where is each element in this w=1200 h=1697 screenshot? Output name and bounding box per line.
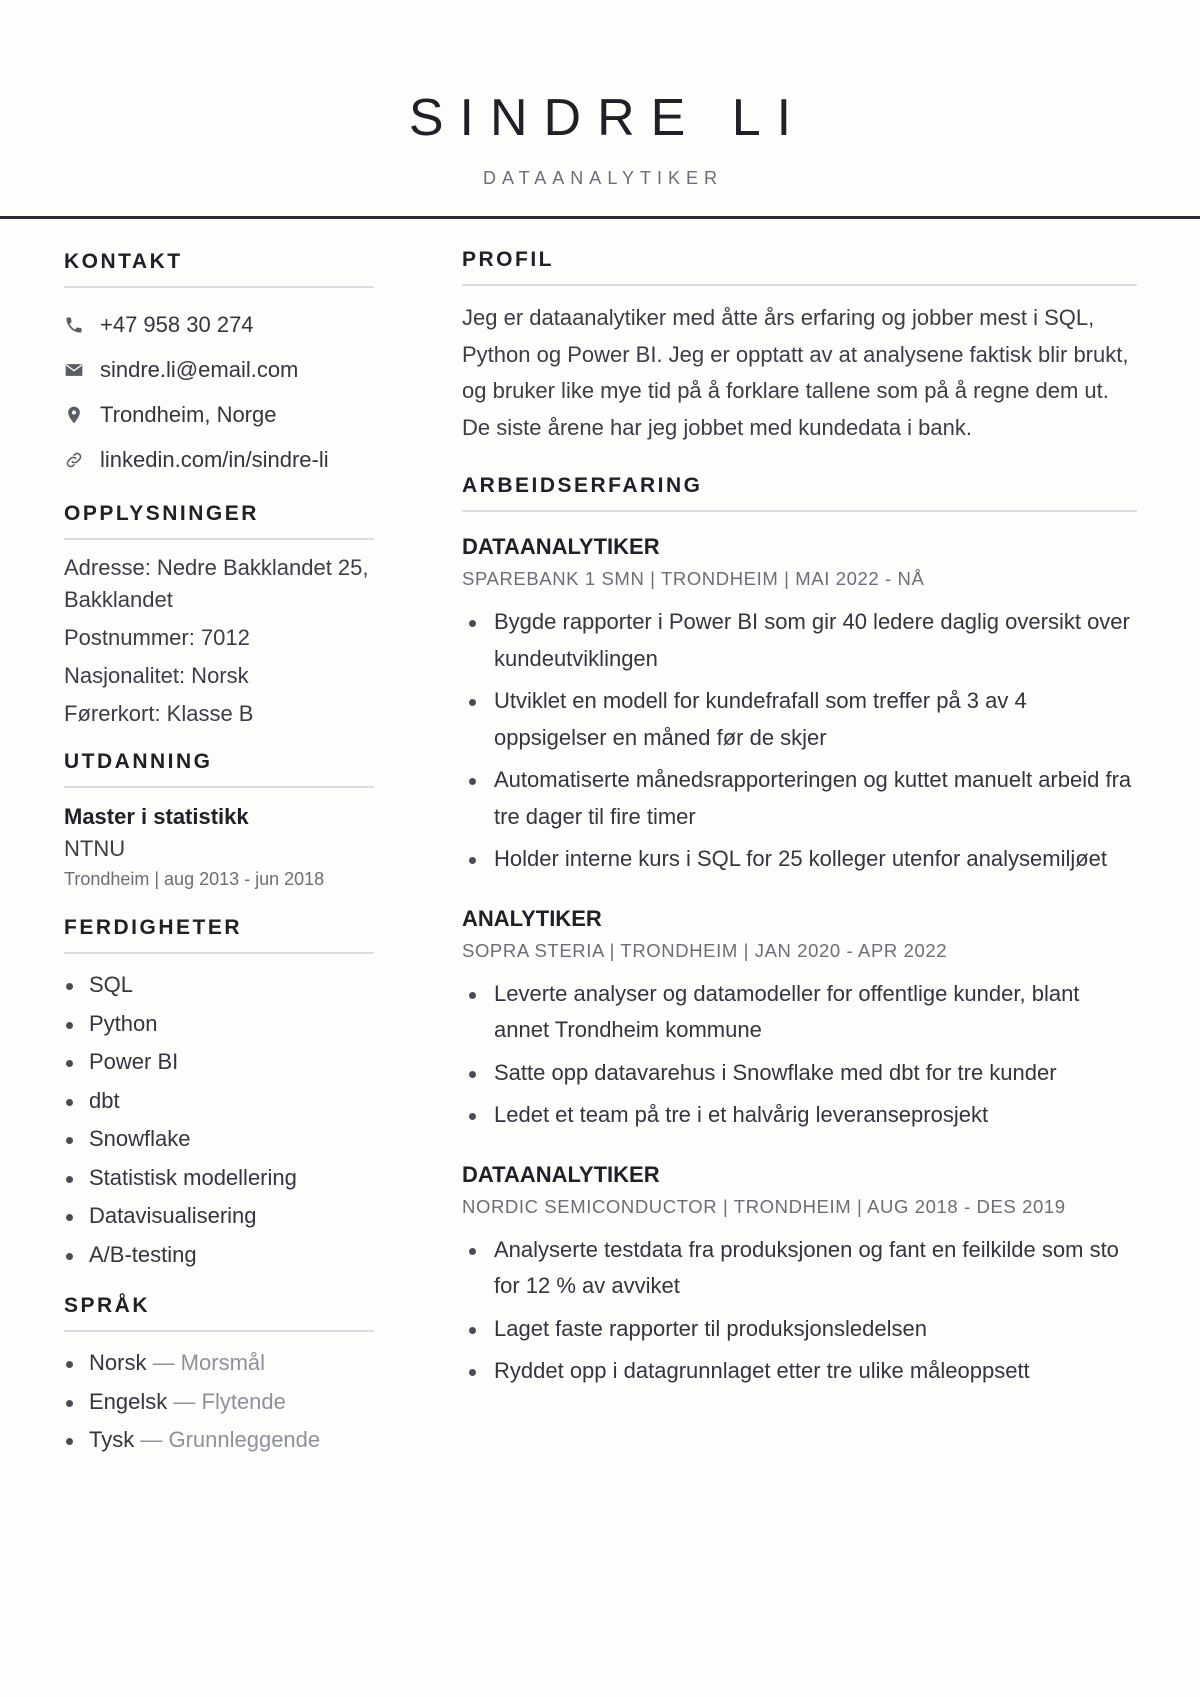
education-section [64,750,374,892]
phone-text: +47 958 30 274 [100,311,254,337]
job-bullet: Holder interne kurs i SQL for 25 kolleger utenfor analysemiljøet [462,841,1137,878]
contact-section [64,250,374,482]
job-bullet: Automatiserte månedsrapporteringen og kuttet manuelt arbeid fra tre dager til fire timer [462,762,1137,835]
language-level: — Flytende [167,1388,286,1414]
info-nationality: Nasjonalitet: Norsk [64,663,249,688]
location-pin-icon [64,405,100,425]
job-bullet: Satte opp datavarehus i Snowflake med dbt for tre kunder [462,1055,1137,1092]
info-license: Førerkort: Klasse B [64,701,254,726]
profile-section [462,248,1137,446]
job-entry-meta: SOPRA STERIA | TRONDHEIM | JAN 2020 - APR 2022 [462,939,948,961]
languages-heading: SPRÅK [64,1294,374,1332]
language-name: Tysk [89,1427,135,1452]
phone-icon [64,315,100,335]
skill-item: Python [64,1005,374,1044]
job-entry [462,532,1137,878]
experience-section [462,474,1137,1390]
linkedin-text: linkedin.com/in/sindre-li [100,446,329,472]
right-column [462,248,1137,1418]
job-bullet: Utviklet en modell for kundefrafall som treffer på 3 av 4 oppsigelser en måned før de skjer [462,683,1137,756]
language-name: Norsk [89,1350,147,1375]
job-title: DATAANALYTIKER [482,168,724,188]
info-postcode: Postnummer: 7012 [64,625,250,650]
skill-item: dbt [64,1082,374,1121]
contact-heading: KONTAKT [64,250,374,288]
link-icon [64,450,100,470]
profile-text: Jeg er dataanalytiker med åtte års erfaring og jobber mest i SQL, Python og Power BI. Jeg er opptatt av at analysene faktisk blir brukt, og bruker like mye tid på å forklare tallene som på å regne dem ut. De siste årene har jeg jobbet med kundedata i bank. [462,305,1129,440]
language-level: — Grunnleggende [134,1427,321,1452]
job-entry-title: DATAANALYTIKER [462,1161,660,1187]
job-entry-meta: NORDIC SEMICONDUCTOR | TRONDHEIM | AUG 2018 - DES 2019 [462,1195,1066,1217]
language-name: Engelsk [89,1388,168,1414]
info-address: Adresse: Nedre Bakklandet 25, Bakklandet [64,555,369,612]
info-heading: OPPLYSNINGER [64,502,374,540]
job-bullet: Bygde rapporter i Power BI som gir 40 ledere daglig oversikt over kundeutviklingen [462,604,1137,677]
education-heading: UTDANNING [64,750,374,788]
education-school: NTNU [64,836,126,861]
experience-heading: ARBEIDSERFARING [462,474,1137,512]
contact-email[interactable] [64,347,374,392]
contact-location [64,392,374,437]
email-icon [64,360,100,380]
job-entry-title: ANALYTIKER [462,905,602,931]
person-name: SINDRE LI [408,89,808,147]
email-text: sindre.li@email.com [100,356,299,382]
skill-item: A/B-testing [64,1236,374,1275]
education-degree: Master i statistikk [64,804,249,829]
job-entry-meta: SPAREBANK 1 SMN | TRONDHEIM | MAI 2022 - NÅ [462,568,925,589]
header-divider [0,216,1200,219]
contact-list [64,302,374,482]
info-section [64,502,374,730]
job-bullets [462,604,1137,878]
location-text: Trondheim, Norge [100,401,277,427]
language-item [64,1383,374,1422]
job-bullet: Ryddet opp i datagrunnlaget etter tre ulike måleoppsett [462,1353,1137,1390]
job-bullets [462,1232,1137,1390]
skill-item: Datavisualisering [64,1197,374,1236]
job-bullet: Laget faste rapporter til produksjonsledelsen [462,1311,1137,1348]
skills-section [64,916,374,1274]
resume-header [0,0,1200,218]
contact-linkedin[interactable] [64,437,374,482]
education-meta: Trondheim | aug 2013 - jun 2018 [64,869,325,889]
skill-item: Snowflake [64,1120,374,1159]
languages-list [64,1344,374,1460]
skill-item: Power BI [64,1043,374,1082]
language-level: — Morsmål [146,1350,266,1375]
languages-section [64,1294,374,1460]
job-entry [462,904,1137,1134]
skills-heading: FERDIGHETER [64,916,374,954]
left-column [64,250,374,1480]
profile-heading: PROFIL [462,248,1137,286]
job-entry-title: DATAANALYTIKER [462,534,660,559]
job-entry [462,1160,1137,1390]
job-bullets [462,976,1137,1134]
job-bullet: Analyserte testdata fra produksjonen og fant en feilkilde som sto for 12 % av avviket [462,1232,1137,1305]
skill-item: Statistisk modellering [64,1159,374,1198]
skills-list [64,966,374,1274]
language-item [64,1344,374,1383]
job-bullet: Leverte analyser og datamodeller for offentlige kunder, blant annet Trondheim kommune [462,976,1137,1049]
contact-phone[interactable] [64,302,374,347]
skill-item: SQL [64,966,374,1005]
language-item [64,1421,374,1460]
job-bullet: Ledet et team på tre i et halvårig leveranseprosjekt [462,1097,1137,1134]
